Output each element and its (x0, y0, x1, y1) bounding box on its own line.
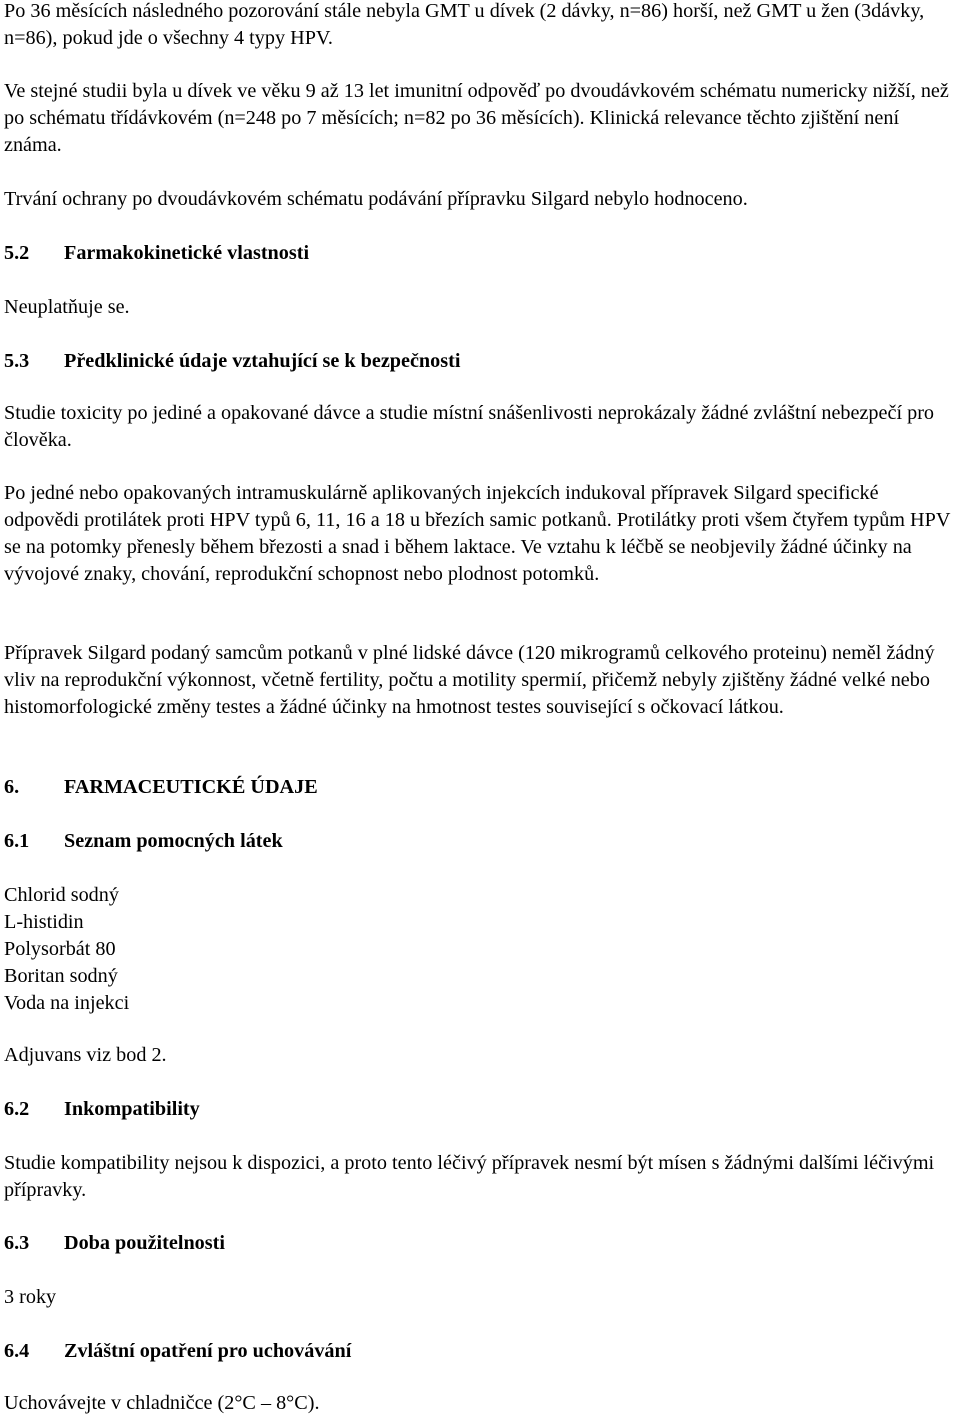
heading-number: 6.4 (4, 1340, 30, 1362)
heading-number: 6. (4, 776, 20, 798)
heading-title: Inkompatibility (64, 1098, 200, 1120)
heading-5-2 (4, 240, 958, 267)
paragraph-shelf-life: 3 roky (4, 1286, 57, 1308)
excipients-list (4, 882, 958, 1017)
heading-6-4 (4, 1338, 958, 1365)
heading-6 (4, 774, 958, 801)
heading-title: Seznam pomocných látek (64, 830, 283, 852)
heading-6-1 (4, 828, 958, 855)
heading-6-2 (4, 1096, 958, 1123)
list-item: Chlorid sodný (4, 884, 119, 906)
heading-number: 6.3 (4, 1232, 30, 1254)
list-item: L-histidin (4, 911, 84, 933)
paragraph-adjuvant-reference: Adjuvans viz bod 2. (4, 1044, 167, 1066)
list-item: Polysorbát 80 (4, 938, 116, 960)
heading-5-3 (4, 348, 958, 375)
heading-number: 5.2 (4, 242, 30, 264)
paragraph-gmt-followup: Po 36 měsících následného pozorování stále nebyla GMT u dívek (2 dávky, n=86) horší, než GMT u žen (3dávky, n=86), pokud jde o všechny 4 typy HPV. (4, 0, 925, 49)
paragraph-girls-immune-response: Ve stejné studii byla u dívek ve věku 9 až 13 let imunitní odpověď po dvoudávkovém schématu numericky nižší, než po schématu třídávkovém (n=248 po 7 měsících; n=82 po 36 měsících). Klinická relevance těchto zjištění není známa. (4, 80, 949, 156)
heading-6-3 (4, 1230, 958, 1257)
heading-number: 6.1 (4, 830, 30, 852)
paragraph-male-rat-fertility: Přípravek Silgard podaný samcům potkanů v plné lidské dávce (120 mikrogramů celkového proteinu) neměl žádný vliv na reprodukční výkonnost, včetně fertility, počtu a motility spermií, přičemž nebyly zjištěny žádné velké nebo histomorfologické změny testes a žádné účinky na hmotnost testes související s očkovací látkou. (4, 642, 935, 718)
list-item: Voda na injekci (4, 992, 130, 1014)
paragraph-protection-duration: Trvání ochrany po dvoudávkovém schématu podávání přípravku Silgard nebylo hodnoceno. (4, 188, 748, 210)
paragraph-toxicity-studies: Studie toxicity po jediné a opakované dávce a studie místní snášenlivosti neprokázaly žádné zvláštní nebezpečí pro člověka. (4, 402, 935, 451)
heading-number: 5.3 (4, 350, 30, 372)
paragraph-storage: Uchovávejte v chladničce (2°C – 8°C). (4, 1392, 320, 1414)
heading-title: Předklinické údaje vztahující se k bezpečnosti (64, 350, 461, 372)
heading-title: FARMACEUTICKÉ ÚDAJE (64, 776, 318, 798)
paragraph-incompatibilities: Studie kompatibility nejsou k dispozici, a proto tento léčivý přípravek nesmí být mísen s žádnými dalšími léčivými přípravky. (4, 1152, 935, 1201)
paragraph-not-applicable: Neuplatňuje se. (4, 296, 130, 318)
paragraph-rat-antibody-response: Po jedné nebo opakovaných intramuskulárně aplikovaných injekcích indukoval přípravek Silgard specifické odpovědi protilátek proti HPV typů 6, 11, 16 a 18 u březích samic potkanů. Protilátky proti všem čtyřem typům HPV se na potomky přenesly během březosti a snad i během laktace. Ve vztahu k léčbě se neobjevily žádné účinky na vývojové znaky, chování, reprodukční schopnost nebo plodnost potomků. (4, 482, 951, 585)
heading-title: Zvláštní opatření pro uchovávání (64, 1340, 352, 1362)
heading-number: 6.2 (4, 1098, 30, 1120)
list-item: Boritan sodný (4, 965, 118, 987)
heading-title: Doba použitelnosti (64, 1232, 225, 1254)
heading-title: Farmakokinetické vlastnosti (64, 242, 310, 264)
